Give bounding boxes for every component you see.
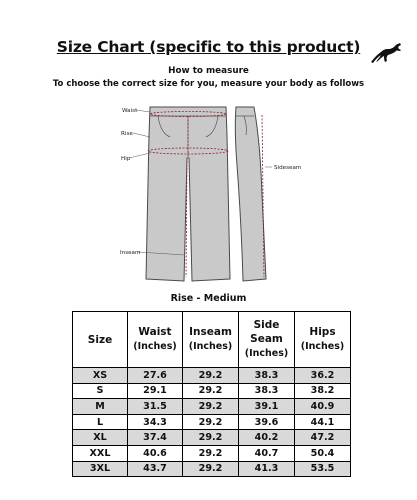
sideseam-label: Sideseam bbox=[274, 165, 302, 171]
cell-side-seam: 41.3 bbox=[239, 461, 295, 477]
table-row bbox=[73, 414, 351, 430]
cell-inseam: 29.2 bbox=[183, 461, 239, 477]
cell-waist: 31.5 bbox=[128, 399, 183, 415]
cell-size: M bbox=[73, 399, 128, 415]
table-row bbox=[73, 430, 351, 446]
cell-inseam: 29.2 bbox=[183, 445, 239, 461]
rise-note: Rise - Medium bbox=[170, 293, 247, 304]
hip-label: Hip bbox=[121, 156, 131, 162]
cell-side-seam: 38.3 bbox=[239, 368, 295, 384]
cell-side-seam: 38.3 bbox=[239, 383, 295, 399]
size-chart-table bbox=[72, 311, 351, 477]
cell-inseam: 29.2 bbox=[183, 383, 239, 399]
cell-inseam: 29.2 bbox=[183, 399, 239, 415]
table-row bbox=[73, 461, 351, 477]
header-size: Size bbox=[73, 312, 128, 368]
cell-size: 3XL bbox=[73, 461, 128, 477]
cell-hips: 36.2 bbox=[295, 368, 351, 384]
header-hips: Hips (Inches) bbox=[295, 312, 351, 368]
cell-hips: 44.1 bbox=[295, 414, 351, 430]
cell-size: XXL bbox=[73, 445, 128, 461]
how-to-measure-heading: How to measure bbox=[168, 66, 249, 76]
table-header-row bbox=[73, 312, 351, 368]
pants-measurement-diagram bbox=[0, 95, 417, 295]
rise-label: Rise bbox=[121, 131, 133, 137]
cell-size: XL bbox=[73, 430, 128, 446]
cell-waist: 37.4 bbox=[128, 430, 183, 446]
cell-inseam: 29.2 bbox=[183, 430, 239, 446]
cell-hips: 38.2 bbox=[295, 383, 351, 399]
cell-side-seam: 40.2 bbox=[239, 430, 295, 446]
header-inseam: Inseam (Inches) bbox=[183, 312, 239, 368]
cell-hips: 50.4 bbox=[295, 445, 351, 461]
measure-instruction: To choose the correct size for you, measure your body as follows bbox=[52, 79, 365, 89]
table-row bbox=[73, 445, 351, 461]
cell-size: S bbox=[73, 383, 128, 399]
side-pants-figure bbox=[235, 107, 266, 281]
cell-waist: 40.6 bbox=[128, 445, 183, 461]
cell-inseam: 29.2 bbox=[183, 414, 239, 430]
cell-waist: 34.3 bbox=[128, 414, 183, 430]
cell-hips: 40.9 bbox=[295, 399, 351, 415]
header-waist: Waist (Inches) bbox=[128, 312, 183, 368]
inseam-label: Inseam bbox=[120, 250, 141, 256]
cell-side-seam: 39.6 bbox=[239, 414, 295, 430]
cell-size: XS bbox=[73, 368, 128, 384]
size-chart-title: Size Chart (specific to this product) bbox=[56, 38, 361, 56]
cell-size: L bbox=[73, 414, 128, 430]
cell-hips: 47.2 bbox=[295, 430, 351, 446]
table-row bbox=[73, 383, 351, 399]
cell-waist: 29.1 bbox=[128, 383, 183, 399]
cell-side-seam: 40.7 bbox=[239, 445, 295, 461]
cell-waist: 43.7 bbox=[128, 461, 183, 477]
cell-inseam: 29.2 bbox=[183, 368, 239, 384]
front-pants-figure bbox=[146, 107, 230, 281]
header-side-seam: Side Seam (Inches) bbox=[239, 312, 295, 368]
cell-waist: 27.6 bbox=[128, 368, 183, 384]
table-row bbox=[73, 399, 351, 415]
cell-hips: 53.5 bbox=[295, 461, 351, 477]
waist-label: Waist bbox=[122, 108, 138, 114]
table-row bbox=[73, 368, 351, 384]
cell-side-seam: 39.1 bbox=[239, 399, 295, 415]
puma-cat-logo bbox=[369, 40, 403, 64]
